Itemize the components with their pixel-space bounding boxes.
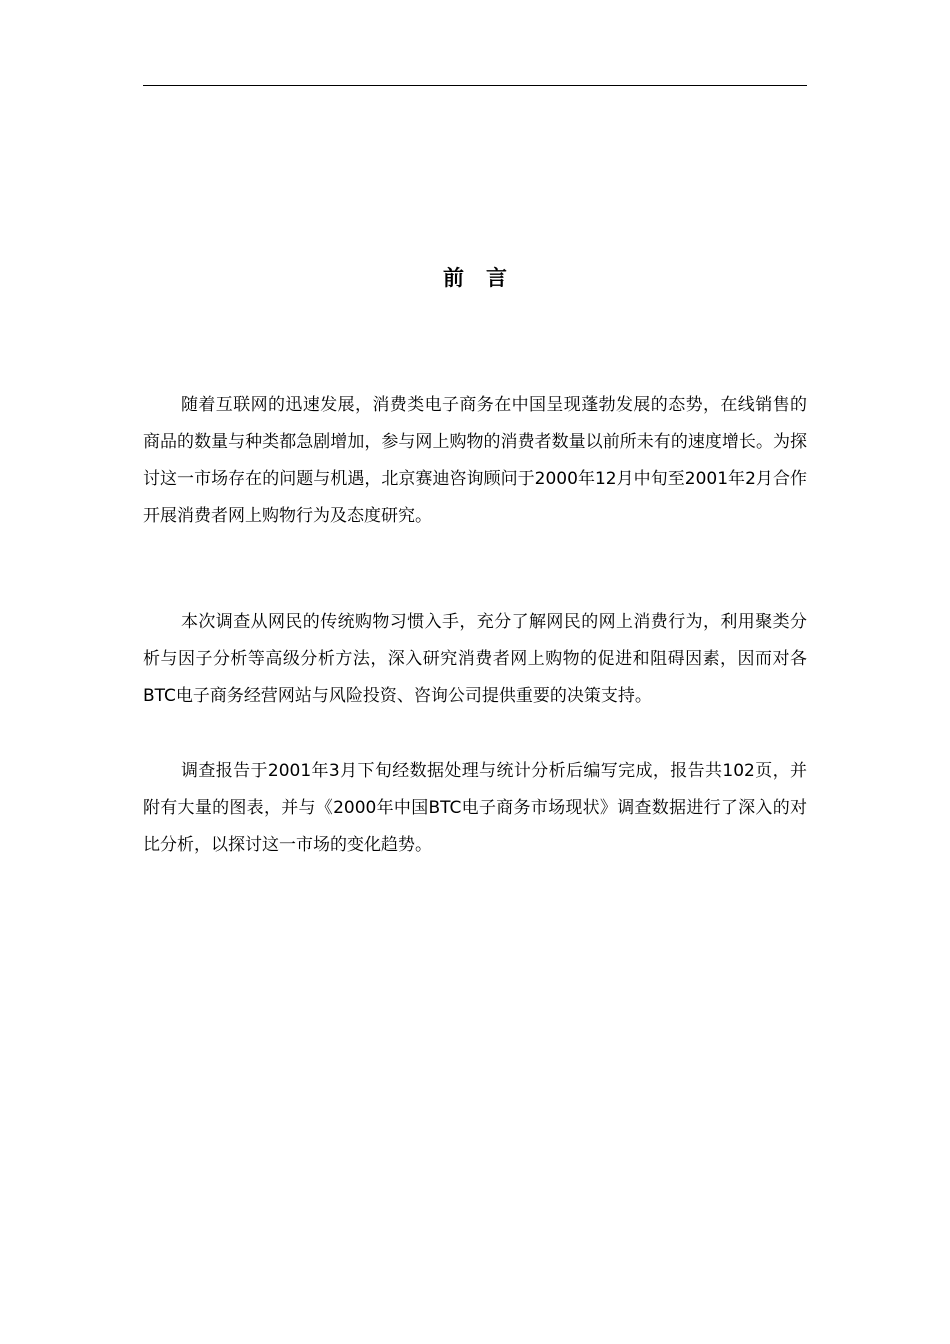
page-title: 前言 <box>443 266 529 290</box>
header-rule <box>143 85 807 86</box>
body-paragraph-3: 调查报告于2001年3月下旬经数据处理与统计分析后编写完成，报告共102页，并附有大量的图表，并与《2000年中国BTC电子商务市场现状》调查数据进行了深入的对比分析，以探讨这一市场的变化趋势。 <box>143 761 807 855</box>
body-paragraph-2: 本次调查从网民的传统购物习惯入手，充分了解网民的网上消费行为，利用聚类分析与因子分析等高级分析方法，深入研究消费者网上购物的促进和阻碍因素，因而对各BTC电子商务经营网站与风险投资、咨询公司提供重要的决策支持。 <box>143 612 807 706</box>
body-paragraph-1: 随着互联网的迅速发展，消费类电子商务在中国呈现蓬勃发展的态势，在线销售的商品的数量与种类都急剧增加，参与网上购物的消费者数量以前所未有的速度增长。为探讨这一市场存在的问题与机遇，北京赛迪咨询顾问于2000年12月中旬至2001年2月合作开展消费者网上购物行为及态度研究。 <box>143 395 807 526</box>
